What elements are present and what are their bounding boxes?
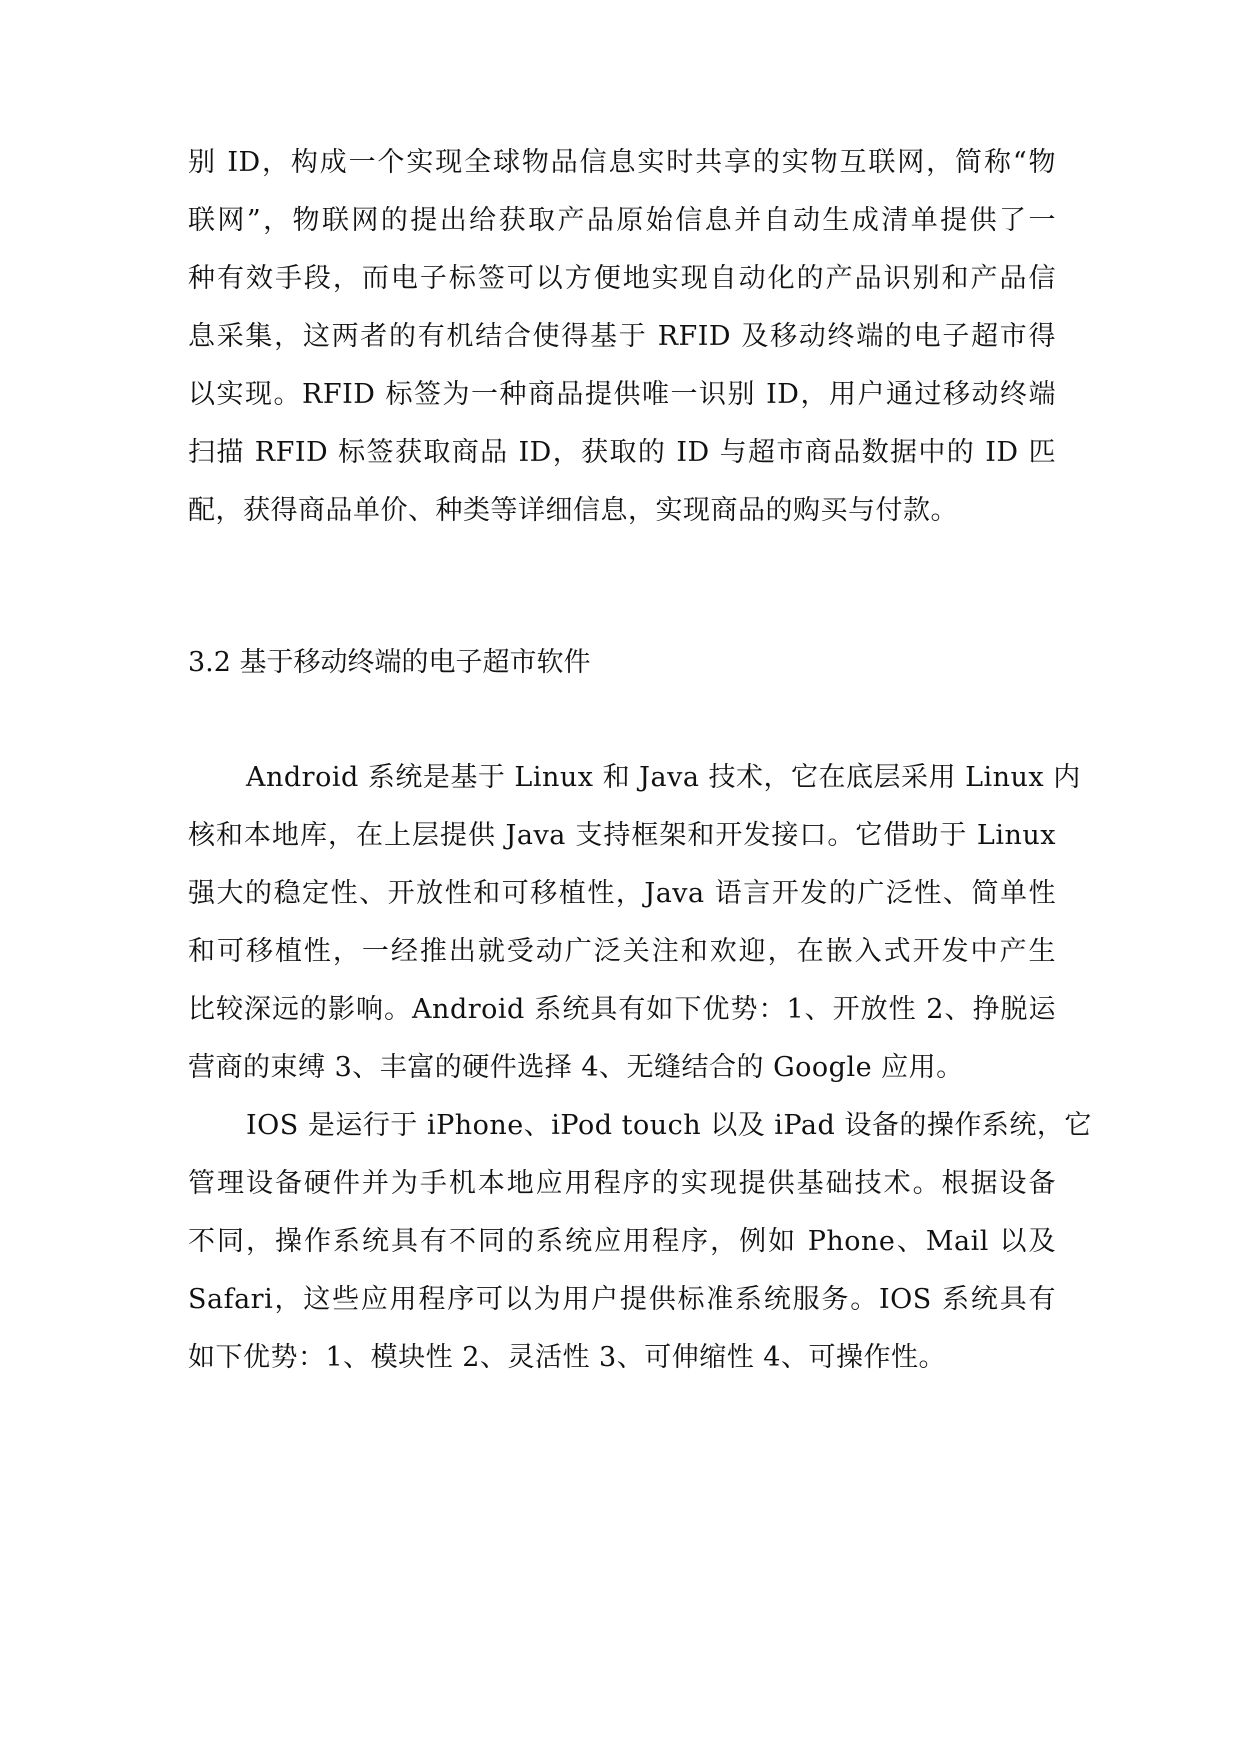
paragraph-line: 息采集，这两者的有机结合使得基于 RFID 及移动终端的电子超市得 (188, 321, 1056, 352)
paragraph-line: 强大的稳定性、开放性和可移植性，Java 语言开发的广泛性、简单性 (188, 878, 1056, 909)
paragraph-line: 配，获得商品单价、种类等详细信息，实现商品的购买与付款。 (188, 495, 958, 526)
paragraph-line: 扫描 RFID 标签获取商品 ID，获取的 ID 与超市商品数据中的 ID 匹 (188, 437, 1056, 468)
paragraph-line: 管理设备硬件并为手机本地应用程序的实现提供基础技术。根据设备 (188, 1168, 1056, 1199)
paragraph-line: IOS 是运行于 iPhone、iPod touch 以及 iPad 设备的操作系统，它 (246, 1110, 1092, 1141)
paragraph-line: 核和本地库，在上层提供 Java 支持框架和开发接口。它借助于 Linux (188, 820, 1056, 851)
paragraph-line: 种有效手段，而电子标签可以方便地实现自动化的产品识别和产品信 (188, 263, 1056, 294)
paragraph-line: 营商的束缚 3、丰富的硬件选择 4、无缝结合的 Google 应用。 (188, 1052, 964, 1083)
paragraph-line: 不同，操作系统具有不同的系统应用程序，例如 Phone、Mail 以及 (188, 1226, 1056, 1257)
paragraph-line: Safari，这些应用程序可以为用户提供标准系统服务。IOS 系统具有 (188, 1284, 1056, 1315)
paragraph-line: 和可移植性，一经推出就受动广泛关注和欢迎，在嵌入式开发中产生 (188, 936, 1056, 967)
paragraph-line: 如下优势：1、模块性 2、灵活性 3、可伸缩性 4、可操作性。 (188, 1342, 946, 1373)
paragraph-line: 比较深远的影响。Android 系统具有如下优势：1、开放性 2、挣脱运 (188, 994, 1056, 1025)
paragraph-line: Android 系统是基于 Linux 和 Java 技术，它在底层采用 Linux 内 (246, 762, 1081, 793)
paragraph-line: 联网”，物联网的提出给获取产品原始信息并自动生成清单提供了一 (188, 205, 1056, 236)
paragraph-line: 以实现。RFID 标签为一种商品提供唯一识别 ID，用户通过移动终端 (188, 379, 1056, 410)
paragraph-line: 别 ID，构成一个实现全球物品信息实时共享的实物互联网，简称“物 (188, 147, 1056, 178)
section-heading: 3.2 基于移动终端的电子超市软件 (188, 647, 591, 678)
